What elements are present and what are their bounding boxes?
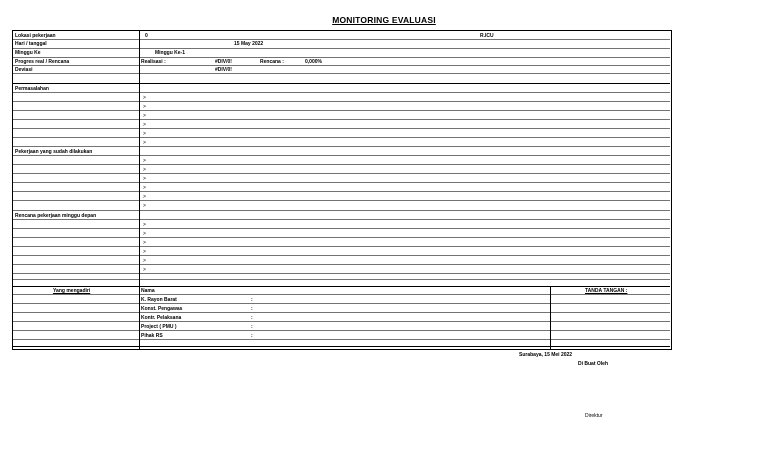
rencana-label: Rencana :: [260, 59, 284, 65]
row-line: [13, 83, 670, 84]
list-item: >: [143, 240, 146, 246]
signature-header: TANDA TANGAN :: [585, 288, 628, 294]
row-line: [13, 39, 670, 40]
row-line: [13, 330, 670, 331]
list-item: >: [143, 249, 146, 255]
attendee-label: Pihak RS: [141, 333, 163, 339]
row-line: [13, 128, 670, 129]
attendee-colon: :: [251, 324, 253, 330]
realisasi-value: #DIV/0!: [215, 59, 232, 65]
report-sheet: [12, 30, 672, 350]
row-line: [13, 48, 670, 49]
row-line: [13, 173, 670, 174]
list-item: >: [143, 222, 146, 228]
attendance-header-name: Nama: [141, 288, 155, 294]
attendance-header-left: Yang mengadiri: [53, 288, 91, 294]
list-item: >: [143, 167, 146, 173]
list-item: >: [143, 113, 146, 119]
section-rencana-label: Rencana pekerjaan minggu depan: [15, 213, 97, 219]
row-line: [13, 219, 670, 220]
row-line: [13, 137, 670, 138]
deviasi-label: Deviasi: [15, 67, 33, 73]
row-line: [13, 294, 670, 295]
attendee-colon: :: [251, 315, 253, 321]
row-line: [13, 57, 670, 58]
footer-made-by: Di Buat Oleh: [578, 361, 609, 367]
attendee-label: K. Rayon Barat: [141, 297, 177, 303]
footer-signer: Direktur: [585, 413, 603, 419]
list-item: >: [143, 231, 146, 237]
row-line: [13, 279, 670, 280]
row-line: [13, 228, 670, 229]
lokasi-unit: R.ICU: [480, 33, 494, 39]
lokasi-label: Lokasi pekerjaan: [15, 33, 56, 39]
deviasi-value: #DIV/0!: [215, 67, 232, 73]
row-line: [13, 110, 670, 111]
attendee-label: Project ( PMU ): [141, 324, 177, 330]
row-line: [13, 65, 670, 66]
row-line: [13, 286, 670, 287]
list-item: >: [143, 267, 146, 273]
row-line: [13, 346, 670, 347]
attendee-colon: :: [251, 333, 253, 339]
minggu-label: Minggu Ke: [15, 50, 41, 56]
row-line: [13, 339, 670, 340]
rencana-value: 0,000%: [305, 59, 322, 65]
attendee-colon: :: [251, 306, 253, 312]
section-permasalahan-label: Permasalahan: [15, 86, 49, 92]
lokasi-value: 0: [145, 33, 148, 39]
realisasi-label: Realisasi :: [141, 59, 166, 65]
row-line: [13, 210, 670, 211]
page-title: MONITORING EVALUASI: [332, 15, 436, 25]
row-line: [13, 182, 670, 183]
list-item: >: [143, 194, 146, 200]
row-line: [13, 303, 670, 304]
list-item: >: [143, 122, 146, 128]
row-line: [13, 312, 670, 313]
attendee-colon: :: [251, 297, 253, 303]
attendee-label: Kontr. Pelaksana: [141, 315, 182, 321]
list-item: >: [143, 95, 146, 101]
row-line: [13, 73, 670, 74]
row-line: [13, 101, 670, 102]
section-pekerjaan-label: Pekerjaan yang sudah dilakukan: [15, 149, 93, 155]
progres-label: Progres real / Rencana: [15, 59, 70, 65]
list-item: >: [143, 185, 146, 191]
row-line: [13, 164, 670, 165]
hari-label: Hari / tanggal: [15, 41, 47, 47]
list-item: >: [143, 140, 146, 146]
list-item: >: [143, 203, 146, 209]
list-item: >: [143, 104, 146, 110]
attendee-label: Konst. Pengawas: [141, 306, 183, 312]
list-item: >: [143, 176, 146, 182]
row-line: [13, 246, 670, 247]
list-item: >: [143, 258, 146, 264]
list-item: >: [143, 158, 146, 164]
minggu-value: Minggu Ke-1: [155, 50, 185, 56]
column-divider: [139, 31, 140, 349]
row-line: [13, 92, 670, 93]
row-line: [13, 200, 670, 201]
row-line: [13, 146, 670, 147]
row-line: [13, 255, 670, 256]
footer-place-date: Surabaya, 15 Mei 2022: [519, 352, 573, 358]
row-line: [13, 321, 670, 322]
hari-value: 15 May 2022: [234, 41, 264, 47]
row-line: [13, 191, 670, 192]
row-line: [13, 119, 670, 120]
list-item: >: [143, 131, 146, 137]
row-line: [13, 155, 670, 156]
row-line: [13, 237, 670, 238]
row-line: [13, 264, 670, 265]
row-line: [13, 273, 670, 274]
